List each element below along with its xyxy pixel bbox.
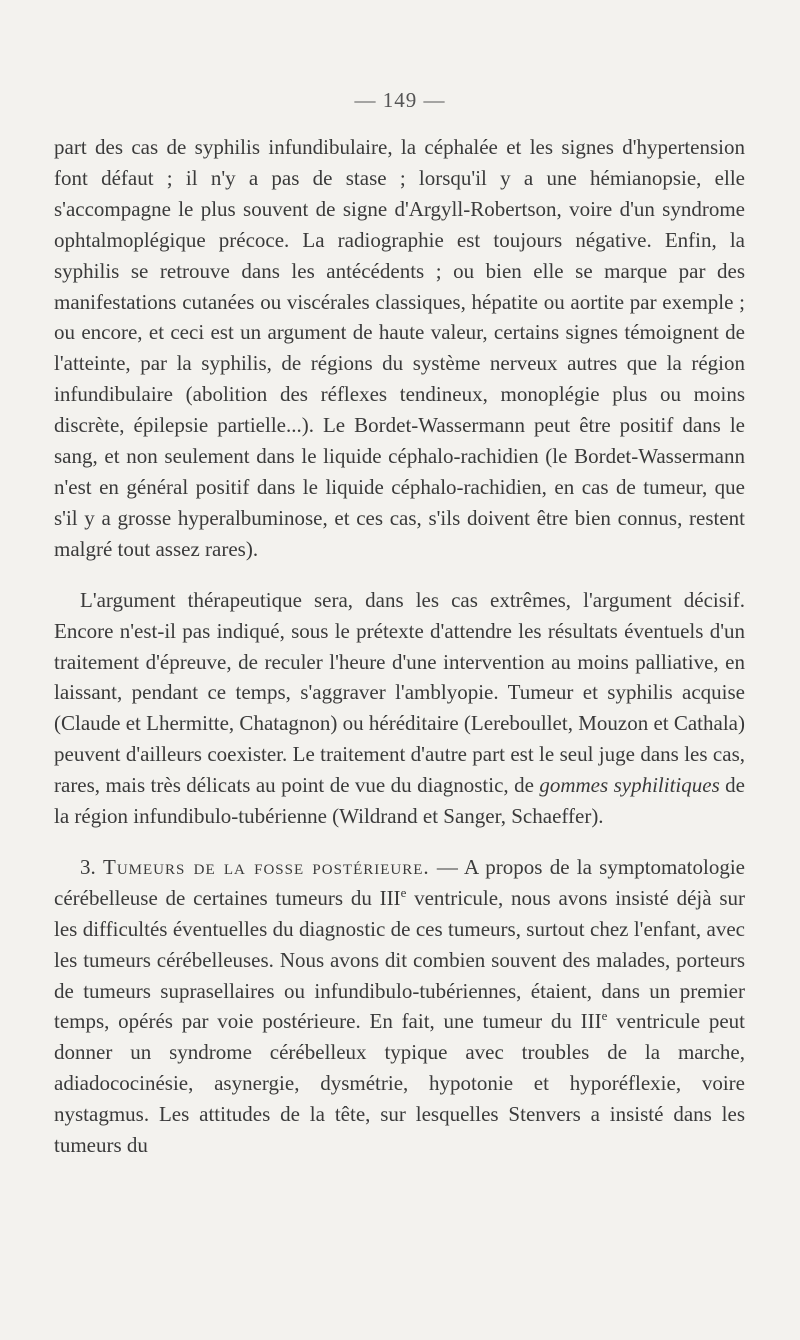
italic-term: gommes syphilitiques (539, 773, 720, 798)
section-heading: Tumeurs de la fosse postérieure. (103, 854, 430, 879)
page-number: — 149 — (354, 88, 446, 112)
paragraph-therapeutic-argument (54, 585, 745, 832)
paragraph-syphilis-diagnosis: part des cas de syphilis infundibulaire, la céphalée et les signes d'hypertension font défaut ; il n'y a pas de stase ; lorsqu'il y a une hémianopsie, elle s'accompagne le plus souvent de signe d'Argyll-Robertson, voire d'un syndrome ophtalmoplégique précoce. La radiographie est toujours négative. Enfin, la syphilis se retrouve dans les antécédents ; ou bien elle se marque par des manifestations cutanées ou viscérales classiques, hépatite ou aortite par exemple ; ou encore, et ceci est un argument de haute valeur, certains signes témoignent de l'atteinte, par la syphilis, de régions du système nerveux autres que la région infundibulaire (abolition des réflexes tendineux, monoplégie plus ou moins discrète, épilepsie partielle...). Le Bordet-Wassermann peut être positif dans le sang, et non seulement dans le liquide céphalo-rachidien (le Bordet-Wassermann n'est en général positif dans le liquide céphalo-rachidien, en cas de tumeur, que s'il y a grosse hyperalbuminose, et ces cas, s'ils doivent être bien connus, restent malgré tout assez rares). (54, 135, 745, 561)
heading-dash: — (429, 854, 465, 879)
paragraph-text: ventricule, nous avons insisté déjà sur les difficultés éventuelles du diagnostic de ces tumeurs, surtout chez l'enfant, avec les tumeurs cérébelleuses. Nous avons dit combien souvent des malades, porteurs de tumeurs suprasellaires ou infundibulo-tubériennes, étaient, dans un premier temps, opérés par voie postérieure. En fait, une tumeur du III (54, 885, 745, 1034)
paragraph-text: L'argument thérapeutique sera, dans les cas extrêmes, l'argument décisif. Encore n'est-il pas indiqué, sous le prétexte d'attendre les résultats éventuels d'un traitement d'épreuve, de reculer l'heure d'une intervention au moins palliative, en laissant, pendant ce temps, s'aggraver l'amblyopie. Tumeur et syphilis acquise (Claude et Lhermitte, Chatagnon) ou héréditaire (Lereboullet, Mouzon et Cathala) peuvent d'ailleurs coexister. Le traitement d'autre part est le seul juge dans les cas, rares, mais très délicats au point de vue du diagnostic, de (54, 587, 745, 798)
superscript: e (400, 884, 407, 900)
paragraph-text: A propos de la symptomatologie cérébelleuse de certaines tumeurs du III (54, 854, 746, 910)
paragraph-text: de la région infundibulo-tubérienne (Wildrand et Sanger, Schaeffer). (54, 773, 745, 829)
body-text (54, 132, 745, 1161)
paragraph-text: ventricule peut donner un syndrome cérébelleux typique avec troubles de la marche, adiadococinésie, asynergie, dysmétrie, hypotonie et hyporéflexie, voire nystagmus. Les attitudes de la tête, sur lesquelles Stenvers a insisté dans les tumeurs du (54, 1009, 745, 1158)
section-number: 3. (80, 854, 96, 879)
superscript: e (601, 1008, 608, 1024)
paragraph-posterior-fossa (54, 852, 745, 1161)
